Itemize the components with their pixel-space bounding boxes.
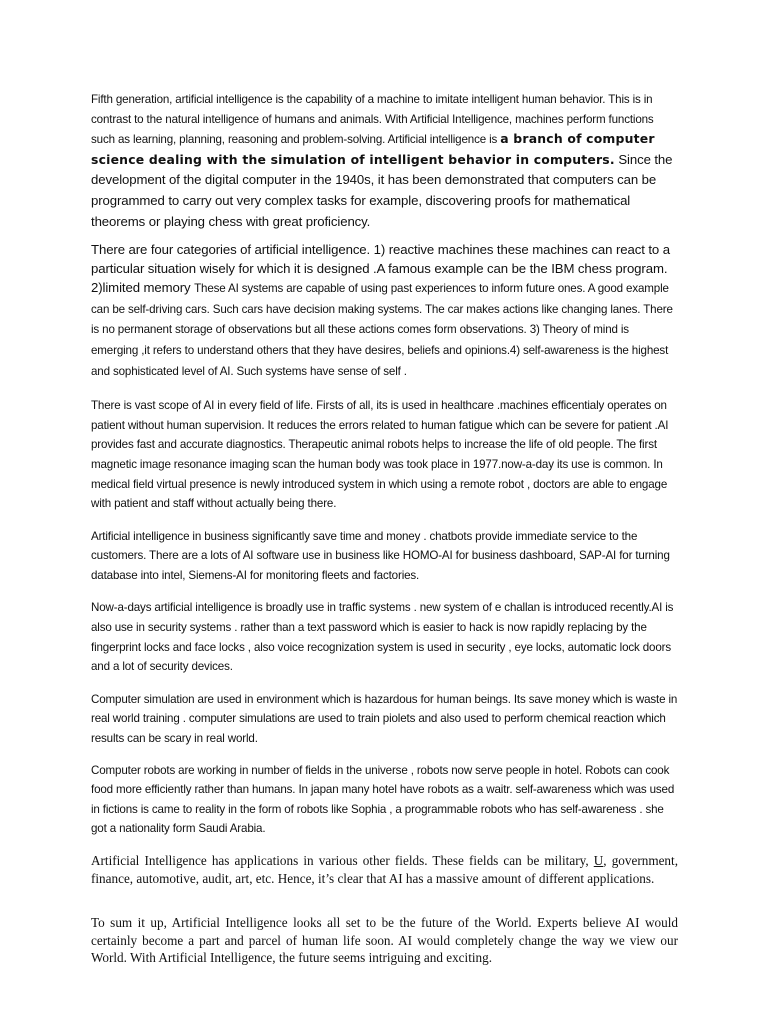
applications-text-start: Artificial Intelligence has applications in various other fields. These fields can be military, (91, 853, 594, 868)
applications-text-end: , government, finance, automotive, audit, art, etc. Hence, it’s clear that AI has a massive amount of different applications. (91, 853, 678, 886)
paragraph-business: Artificial intelligence in business significantly save time and money . chatbots provide immediate service to the customers. There are a lots of AI software use in business like HOMO-AI for business dashboard, SAP-AI for turning database into intel, Siemens-AI for monitoring fleets and factories. (91, 529, 670, 582)
intro-text: Fifth generation, artificial intelligence is the capability of a machine to imitate intelligent human behavior. This is in contrast to the natural intelligence of humans and animals. With Artificial Intelligence, machines perform functions such as learning, planning, reasoning and problem-solving. Artificial intelligence is (91, 93, 654, 147)
categories-lead-text: There are four categories of artificial intelligence. 1) reactive machines these machines can react to a particular situation wisely for which it is designed .A famous example can be the IBM chess program. 2)limited memory (91, 242, 670, 296)
intro-history-text: Since the development of the digital computer in the 1940s, it has been demonstrated that computers can be programmed to carry out very complex tasks for example, discovering proofs for mathematical theorems or playing chess with great proficiency. (91, 151, 673, 229)
paragraph-simulation: Computer simulation are used in environment which is hazardous for human beings. Its save money which is waste in real world training . computer simulations are used to train piolets and also used to perform chemical reaction which results can be scary in real world. (91, 692, 678, 746)
paragraph-categories (91, 240, 678, 381)
intro-bold-definition: a branch of computer science dealing with the simulation of intelligent behavior in computers. (91, 131, 655, 167)
document-page (91, 90, 678, 967)
paragraph-applications (91, 852, 678, 887)
paragraph-healthcare: There is vast scope of AI in every field of life. Firsts of all, its is used in healthcare .machines efficentialy operates on patient without human supervision. It reduces the errors related to human fatigue which can be severe for patient .AI provides fast and accurate diagnostics. Therapeutic animal robots helps to increase the life of old people. The first magnetic image resonance imaging scan the human body was took place in 1977.now-a-day its use is common. In medical field virtual presence is newly introduced system in which using a remote robot , doctors are able to engage with patient and staff without actually being there. (91, 399, 669, 511)
paragraph-intro (91, 90, 678, 232)
paragraph-traffic: Now-a-days artificial intelligence is broadly use in traffic systems . new system of e challan is introduced recently.AI is also use in security systems . rather than a text password which is easier to hack is now rapidly replacing by the fingerprint locks and face locks , also voice recognization system is used in security , eye locks, automatic lock doors and a lot of security devices. (91, 601, 674, 674)
paragraph-conclusion: To sum it up, Artificial Intelligence looks all set to be the future of the World. Experts believe AI would certainly become a part and parcel of human life soon. AI would completely change the way we view our World. With Artificial Intelligence, the future seems intriguing and exciting. (91, 915, 678, 966)
categories-detail-text: These AI systems are capable of using past experiences to inform future ones. A good example can be self-driving cars. Such cars have decision making systems. The car makes actions like changing lanes. There is no permanent storage of observations but all these actions comes form observations. 3) Theory of mind is emerging ,it refers to understand others that they have desires, beliefs and opinions.4) self-awareness is the highest and sophisticated level of AI. Such systems have sense of self . (91, 282, 673, 378)
applications-underlined-u: U (593, 853, 604, 868)
paragraph-robots: Computer robots are working in number of fields in the universe , robots now serve people in hotel. Robots can cook food more efficiently rather than humans. In japan many hotel have robots as a waitr. self-awareness which was used in fictions is came to reality in the form of robots like Sophia , a programmable robots who has self-awareness . she got a nationality form Saudi Arabia. (91, 763, 675, 836)
